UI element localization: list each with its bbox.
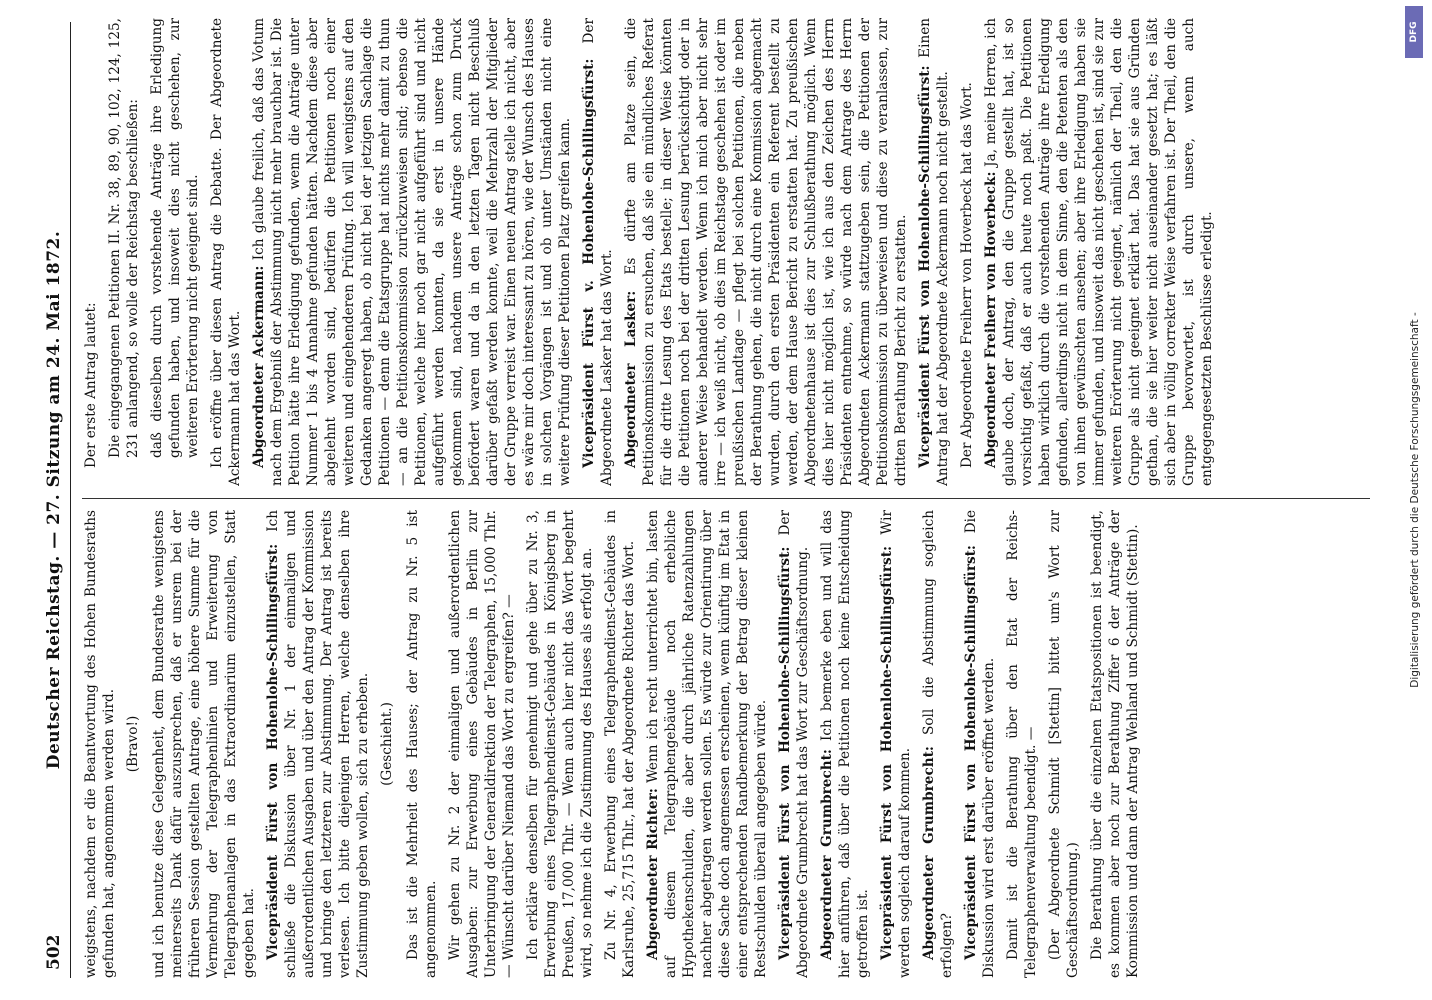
paragraph-text: Der erste Antrag lautet: — [83, 302, 99, 468]
paragraph — [602, 510, 638, 978]
speaker-name: Vicepräsident Fürst von Hohenlohe-Schillingsfürst: — [963, 545, 979, 960]
paragraph-text: Ja, meine Herren, ich glaube doch, der Antrag, den die Gruppe gestellt hat, ist so vorsichtig gefaßt, daß er auch heute noch paßt. Die Petitionen haben wirklich durch die vorstehenden Anträge ihre Erledigung gefunden, allerdings nicht in dem Sinne, den die Petenten als den von ihnen gewünschten ansehen; aber ihre Erledigung haben sie immer gefunden, und insoweit das nicht geschehen ist, sind sie zur weiteren Erörterung nicht geeignet, nämlich der Theil, den die Gruppe als nicht geeignet erklärt hat. Das hat sie aus Gründen gethan, die sie hier weiter nicht auseinander gesetzt hat; es läßt sich aber in völlig correkter Weise verfahren ist. Der Theil, den die Gruppe bevorwortet, ist durch unsere, wenn auch entgegengesetzten Beschlüsse erledigt. — [983, 18, 1215, 486]
paragraph — [580, 18, 616, 486]
paragraph — [264, 510, 372, 978]
paragraph — [208, 18, 244, 486]
page-number: 502 — [44, 934, 64, 970]
paragraph-text: Ich erkläre denselben für genehmigt und gehe über zu Nr. 3, Erwerbung eines Telegraphendienst-Gebäudes in Königsberg in Preußen, 17,000 Thlr. — Wenn auch hier nicht das Wort begehrt wird, so nehme ich die Zustimmung des Hauses als erfolgt an. — [525, 510, 595, 978]
speaker-name: Abgeordneter Grumbrecht: — [921, 746, 937, 960]
digitization-credit — [1402, 0, 1428, 1000]
quoted-motion — [148, 18, 202, 486]
speaker-name: Abgeordneter Lasker: — [623, 290, 639, 468]
paragraph — [644, 510, 770, 978]
speaker-name: Vicepräsident Fürst v. Hohenlohe-Schillingsfürst: — [581, 58, 597, 468]
paragraph — [524, 510, 596, 978]
column-divider — [82, 498, 1370, 499]
stage-direction — [378, 510, 396, 978]
credit-text: Digitalisierung gefördert durch die Deutsche Forschungsgemeinschaft - — [1409, 312, 1421, 688]
paragraph — [962, 510, 998, 978]
paragraph-text: Ich schließe die Diskussion über Nr. 1 der einmaligen und außerordentlichen Ausgaben und über den Antrag der Kommission und bringe den letzteren zur Abstimmung. Der Antrag ist bereits verlesen. Ich bitte diejenigen Herren, welche denselben ihre Zustimmung geben wollen, sich zu erheben. — [265, 510, 371, 978]
paragraph-text: (Bravo!) — [125, 715, 141, 773]
speaker-name: Vicepräsident Fürst von Hohenlohe-Schillingsfürst: — [879, 546, 895, 960]
paragraph-text: daß dieselben durch vorstehende Anträge ihre Erledigung gefunden haben, und insoweit dies nicht geschehen, zur weiteren Erörterung nicht geeignet sind. — [149, 18, 201, 458]
paragraph-text: Der Abgeordnete Lasker hat das Wort. — [581, 18, 615, 486]
paragraph — [776, 510, 812, 978]
stage-direction — [124, 510, 142, 978]
speaker-name: Vicepräsident Fürst von Hohenlohe-Schillingsfürst: — [265, 543, 281, 960]
paragraph-text: Ich glaube freilich, daß das Votum nach dem Ergebniß der Abstimmung nicht mehr brauchbar ist. Die Petition hätte ihre Erledigung gefunden, wenn die Anträge unter Nummer 1 bis 4 Annahme gefunden hätten. Nachdem diese aber abgelehnt worden sind, bedürfen die Petitionen noch einer weiteren und eingehenderen Prüfung. Ich will wenigstens auf den Gedanken angeregt haben, ob nicht bei der jetzigen Sachlage die Petitionen — denn die Etatsgruppe hat nichts mehr damit zu thun — an die Petitionskommission zurückzuweisen sind; ebenso die Petitionen, welche hier noch gar nicht aufgeführt sind und nicht aufgeführt werden konnten, da sie erst in unsere Hände gekommen sind, nachdem unsere Anträge schon zum Druck befördert waren und da in den letzten Tagen nicht Beschluß darüber gefaßt werden konnte, weil die Mehrzahl der Mitglieder der Gruppe verreist war. Einen neuen Antrag stelle ich nicht, aber es wäre mir doch interessant zu hören, wie der Wunsch des Hauses in solchen Vorgängen ist und ob unter Umständen nicht eine weitere Prüfung dieser Petitionen Platz greifen kann. — [251, 18, 573, 486]
paragraph-text: Ich bemerke eben und will das hier anführen, daß über die Petitionen noch keine Entscheidung getroffen ist. — [819, 510, 871, 978]
paragraph-text: und ich benutze diese Gelegenheit, dem Bundesrathe wenigstens meinerseits Dank dafür auszusprechen, daß er unsrem bei der früheren Session gestellten Antrage, eine höhere Summe für die Vermehrung der Telegraphenlinien und Erweiterung von Telegraphenanlagen in das Extraordinarium einzustellen, Statt gegeben hat. — [151, 510, 257, 978]
paragraph — [446, 510, 518, 978]
paragraph — [920, 510, 956, 978]
paragraph — [404, 510, 440, 978]
paragraph-text: Die Berathung über die einzelnen Etatspositionen ist beendigt, es kommen aber noch zur Berathung Ziffer 6 der Anträge der Kommission und dann der Antrag Wehland und Schmidt (Stettin). — [1089, 510, 1141, 978]
paragraph — [982, 18, 1216, 486]
paragraph-text: Das ist die Mehrheit des Hauses; der Antrag zu Nr. 5 ist angenommen. — [405, 510, 439, 978]
page-header — [40, 22, 71, 978]
paragraph — [250, 18, 574, 486]
paragraph-text: Zu Nr. 4, Erwerbung eines Telegraphendienst-Gebäudes in Karlsruhe, 25,715 Thlr., hat der Abgeordnete Richter das Wort. — [603, 510, 637, 978]
paragraph — [1046, 510, 1082, 978]
speaker-name: Abgeordneter Freiherr von Hoverbeck: — [983, 171, 999, 468]
paragraph-text: Der Abgeordnete Freiherr von Hoverbeck hat das Wort. — [959, 82, 975, 468]
speaker-name: Abgeordneter Ackermann: — [251, 265, 267, 468]
paragraph-text: Wir werden sogleich darauf kommen. — [879, 510, 913, 978]
right-column — [82, 18, 1370, 486]
dfg-logo — [1405, 6, 1423, 58]
paragraph — [1088, 510, 1142, 978]
paragraph-text: Es dürfte am Platze sein, die Petitionskommission zu ersuchen, daß sie ein mündliches Referat für die dritte Lesung des Etats bestelle; in dieser Weise könnten die Petitionen noch bei der dritten Lesung berücksichtigt oder in anderer Weise behandelt werden. Wenn ich mich aber nicht sehr irre — ich weiß nicht, ob dies im Reichstage geschehen ist oder im preußischen Landtage — pflegt bei solchen Petitionen, die neben der Berathung gehen, die nicht durch eine Kommission abgemacht wurden, durch den ersten Präsidenten ein Referent bestellt zu werden, der dem Hause Bericht zu erstatten hat. Zu preußischen Abgeordnetenhause ist dies zur Schlußberathung möglich. Wenn dies hier nicht möglich ist, wie ich aus den Zeichen des Herrn Präsidenten entnehme, so würde nach dem Antrage des Herrn Abgeordneten Ackermann stattzugeben sein, die Petitionen der Petitionskommission zu überweisen und diese zu veranlassen, zur dritten Berathung Bericht zu erstatten. — [623, 18, 909, 486]
paragraph — [82, 510, 118, 978]
paragraph-text: Wir gehen zu Nr. 2 der einmaligen und außerordentlichen Ausgaben: zur Erwerbung eines Gebäudes in Berlin zur Unterbringung der Generaldirektion der Telegraphen, 15,000 Thlr. — Wünscht darüber Niemand das Wort zu ergreifen? — — [447, 510, 517, 978]
paragraph — [1004, 510, 1040, 978]
speaker-name: Abgeordneter Richter: — [645, 788, 661, 960]
paragraph-text: weigstens, nachdem er die Beantwortung des Hohen Bundesraths gefunden hat, angenommen werden wird. — [83, 510, 117, 978]
dfg-logo-text: DFG — [1409, 21, 1419, 43]
paragraph-text: Soll die Abstimmung sogleich erfolgen? — [921, 510, 955, 978]
paragraph-text: Die Diskussion wird erst darüber eröffnet werden. — [963, 510, 997, 978]
paragraph-text: Ich eröffne über diesen Antrag die Debatte. Der Abgeordnete Ackermann hat das Wort. — [209, 18, 243, 486]
paragraph — [958, 18, 976, 486]
paragraph — [622, 18, 910, 486]
speaker-name: Vicepräsident Fürst von Hohenlohe-Schillingsfürst: — [917, 65, 933, 468]
speaker-name: Vicepräsident Fürst von Hohenlohe-Schillingsfürst: — [777, 546, 793, 960]
page-title: Deutscher Reichstag. — 27. Sitzung am 24. Mai 1872. — [44, 230, 64, 770]
paragraph — [818, 510, 872, 978]
speaker-name: Abgeordneter Grumbrecht: — [819, 749, 835, 960]
paragraph-text: Die eingegangenen Petitionen II. Nr. 38, 89, 90, 102, 124, 125, 231 anlangend, so wolle der Reichstag beschließen: — [107, 18, 141, 458]
paragraph-text: Damit ist die Berathung über den Etat der Reichs-Telegraphenverwaltung beendigt. — — [1005, 510, 1039, 978]
paragraph — [878, 510, 914, 978]
quoted-motion — [106, 18, 142, 486]
paragraph — [82, 18, 100, 486]
paragraph-text: (Geschieht.) — [379, 702, 395, 786]
paragraph-text: Einen Antrag hat der Abgeordnete Ackermann noch nicht gestellt. — [917, 18, 951, 486]
paragraph — [916, 18, 952, 486]
paragraph-text: (Der Abgeordnete Schmidt [Stettin] bittet um's Wort zur Geschäftsordnung.) — [1047, 510, 1081, 978]
paragraph-text: Wenn ich recht unterrichtet bin, lasten auf diesem Telegraphengebäude noch erhebliche Hypothekenschulden, die aber durch jährliche Ratenzahlungen nachher abgetragen werden sollen. Es würde zur Orientirung über diese Sache doch angemessen erscheinen, wenn künftig im Etat in einer entsprechenden Randbemerkung der Betrag dieser kleinen Restschulden überall angegeben würde. — [645, 510, 769, 978]
paragraph — [150, 510, 258, 978]
left-column — [82, 510, 1370, 978]
paragraph-text: Der Abgeordnete Grumbrecht hat das Wort zur Geschäftsordnung. — [777, 510, 811, 978]
